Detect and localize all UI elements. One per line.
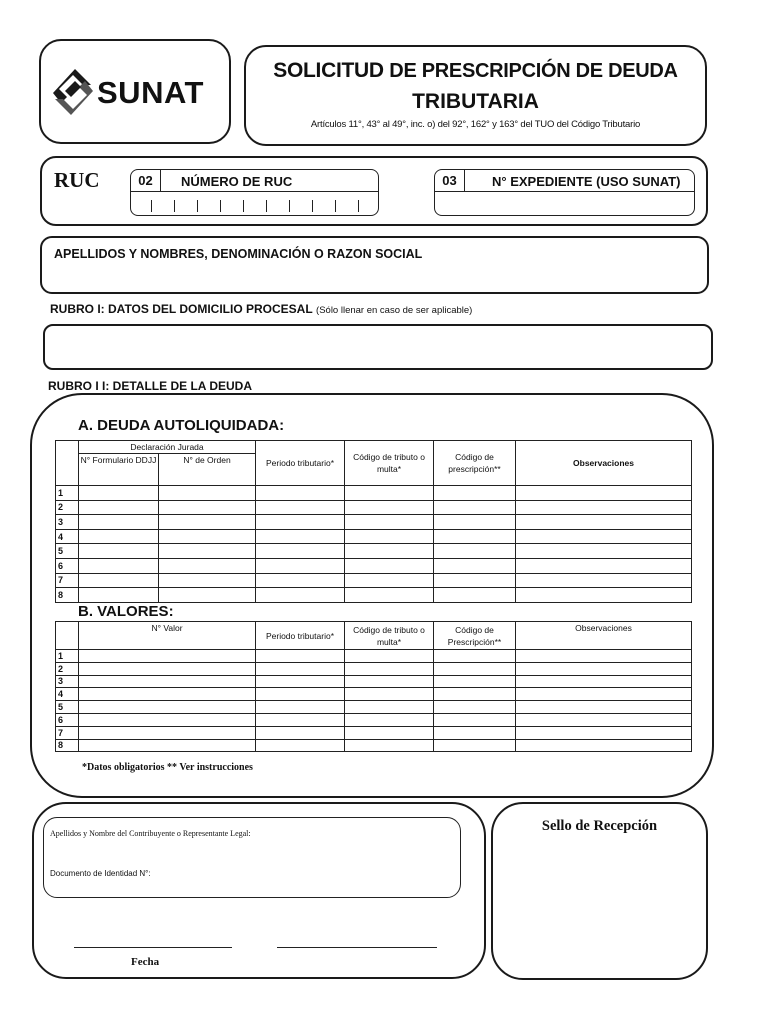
- name-field-label: APELLIDOS Y NOMBRES, DENOMINACIÓN O RAZON SOCIAL: [54, 247, 423, 261]
- row-number: 7: [56, 726, 79, 739]
- table-cell[interactable]: [434, 558, 516, 573]
- table-cell[interactable]: [159, 486, 256, 501]
- contributor-info-field[interactable]: [43, 817, 461, 898]
- table-a-body: [56, 486, 692, 603]
- table-cell[interactable]: [256, 486, 345, 501]
- table-cell[interactable]: [516, 701, 692, 714]
- table-b-col-codigo: Código de tributo o multa*: [345, 622, 434, 650]
- table-cell[interactable]: [516, 739, 692, 752]
- table-cell[interactable]: [434, 662, 516, 675]
- table-cell[interactable]: [256, 739, 345, 752]
- table-cell[interactable]: [256, 529, 345, 544]
- ruc-field-number: 02: [131, 170, 161, 192]
- form-title-line1: [246, 59, 705, 83]
- rubro2-title: RUBRO I I: DETALLE DE LA DEUDA: [48, 379, 252, 393]
- table-cell[interactable]: [434, 486, 516, 501]
- ruc-divider: [161, 191, 378, 192]
- section-a-title: A. DEUDA AUTOLIQUIDADA:: [78, 417, 285, 434]
- ruc-digit-tick: [358, 200, 359, 212]
- table-cell[interactable]: [345, 650, 434, 663]
- table-cell[interactable]: [516, 573, 692, 588]
- expediente-field-number: 03: [435, 170, 465, 192]
- table-cell[interactable]: [79, 588, 159, 603]
- table-cell[interactable]: [345, 529, 434, 544]
- table-cell[interactable]: [79, 486, 159, 501]
- date-label: Fecha: [131, 956, 160, 968]
- table-cell[interactable]: [345, 486, 434, 501]
- ruc-digit-tick: [312, 200, 313, 212]
- table-cell[interactable]: [345, 588, 434, 603]
- table-row: [56, 486, 692, 501]
- table-cell[interactable]: [434, 675, 516, 688]
- table-cell[interactable]: [516, 500, 692, 515]
- table-cell[interactable]: [516, 515, 692, 530]
- row-number: 2: [56, 662, 79, 675]
- table-a-col-periodo: Periodo tributario*: [256, 441, 345, 486]
- table-cell[interactable]: [434, 688, 516, 701]
- table-cell[interactable]: [79, 713, 256, 726]
- row-number: 7: [56, 573, 79, 588]
- table-cell[interactable]: [516, 529, 692, 544]
- table-cell[interactable]: [79, 500, 159, 515]
- table-cell[interactable]: [345, 544, 434, 559]
- table-cell[interactable]: [79, 573, 159, 588]
- table-cell[interactable]: [159, 588, 256, 603]
- brand-name: SUNAT: [97, 75, 204, 110]
- rubro1-note: (Sólo llenar en caso de ser aplicable): [316, 305, 473, 316]
- row-number: 8: [56, 588, 79, 603]
- ruc-digit-tick: [289, 200, 290, 212]
- table-cell[interactable]: [345, 688, 434, 701]
- form-title-line2: TRIBUTARIA: [412, 90, 539, 113]
- table-cell[interactable]: [345, 515, 434, 530]
- sunat-logo-icon: [53, 69, 93, 115]
- reception-seal-box: [491, 802, 708, 980]
- domicilio-field[interactable]: [43, 324, 713, 370]
- table-row: [56, 573, 692, 588]
- table-cell[interactable]: [256, 500, 345, 515]
- table-cell[interactable]: [79, 701, 256, 714]
- table-cell[interactable]: [159, 500, 256, 515]
- date-line: [74, 947, 232, 948]
- expediente-divider: [465, 191, 694, 192]
- table-row: [56, 544, 692, 559]
- table-cell[interactable]: [434, 739, 516, 752]
- table-cell[interactable]: [256, 662, 345, 675]
- row-number: 8: [56, 739, 79, 752]
- row-number: 4: [56, 529, 79, 544]
- table-a-col-orden: N° de Orden: [159, 454, 256, 486]
- table-cell[interactable]: [434, 588, 516, 603]
- table-cell[interactable]: [256, 726, 345, 739]
- table-cell[interactable]: [159, 573, 256, 588]
- table-cell[interactable]: [256, 713, 345, 726]
- table-row: [56, 739, 692, 752]
- row-number: 3: [56, 675, 79, 688]
- deuda-autoliquidada-table: [55, 440, 692, 603]
- row-number: 5: [56, 544, 79, 559]
- table-cell[interactable]: [256, 544, 345, 559]
- table-row: [56, 558, 692, 573]
- table-b-col-valor: N° Valor: [79, 622, 256, 650]
- table-a-col-codigo: Código de tributo o multa*: [345, 441, 434, 486]
- table-b-col-observaciones: Observaciones: [516, 622, 692, 650]
- row-number: 1: [56, 650, 79, 663]
- footnote: *Datos obligatorios ** Ver instrucciones: [82, 762, 253, 773]
- table-cell[interactable]: [79, 739, 256, 752]
- table-cell[interactable]: [256, 650, 345, 663]
- table-row: [56, 713, 692, 726]
- table-b-col-prescripcion: Código de Prescripción**: [434, 622, 516, 650]
- table-cell[interactable]: [434, 573, 516, 588]
- table-cell[interactable]: [516, 558, 692, 573]
- table-cell[interactable]: [79, 515, 159, 530]
- signature-box: [32, 802, 486, 979]
- table-row: [56, 588, 692, 603]
- row-number: 3: [56, 515, 79, 530]
- table-cell[interactable]: [345, 558, 434, 573]
- table-row: [56, 529, 692, 544]
- row-number: 6: [56, 558, 79, 573]
- table-row: [56, 701, 692, 714]
- table-row: [56, 688, 692, 701]
- rubro1-heading: [50, 302, 472, 316]
- table-b-col-periodo: Periodo tributario*: [256, 622, 345, 650]
- table-cell[interactable]: [345, 701, 434, 714]
- table-row: [56, 500, 692, 515]
- table-cell[interactable]: [79, 662, 256, 675]
- table-cell[interactable]: [79, 529, 159, 544]
- valores-table: [55, 621, 692, 752]
- ruc-digit-tick: [174, 200, 175, 212]
- ruc-digit-tick: [335, 200, 336, 212]
- table-cell[interactable]: [434, 500, 516, 515]
- table-cell[interactable]: [159, 529, 256, 544]
- table-a-corner: [56, 441, 79, 486]
- identity-document-label: Documento de Identidad N°:: [50, 869, 151, 878]
- table-cell[interactable]: [345, 500, 434, 515]
- table-cell[interactable]: [434, 650, 516, 663]
- table-cell[interactable]: [256, 558, 345, 573]
- table-cell[interactable]: [516, 544, 692, 559]
- ruc-digit-tick: [151, 200, 152, 212]
- table-a-group-header: Declaración Jurada: [79, 441, 256, 454]
- table-cell[interactable]: [79, 688, 256, 701]
- table-cell[interactable]: [256, 675, 345, 688]
- ruc-number-field[interactable]: [130, 169, 379, 216]
- table-cell[interactable]: [345, 713, 434, 726]
- form-subtitle: Artículos 11°, 43° al 49°, inc. o) del 92°, 162° y 163° del TUO del Código Tributario: [310, 119, 641, 130]
- table-cell[interactable]: [256, 515, 345, 530]
- table-cell[interactable]: [256, 688, 345, 701]
- form-title-solicitud: SOLICITUD: [273, 59, 384, 82]
- reception-seal-label: Sello de Recepción: [541, 818, 658, 834]
- ruc-field-title: NÚMERO DE RUC: [181, 174, 293, 189]
- form-title-rest: DE PRESCRIPCIÓN DE DEUDA: [389, 60, 678, 82]
- table-cell[interactable]: [516, 688, 692, 701]
- form-title-box: [244, 45, 707, 146]
- table-row: [56, 726, 692, 739]
- rubro1-title: RUBRO I: DATOS DEL DOMICILIO PROCESAL: [50, 302, 313, 316]
- table-cell[interactable]: [256, 588, 345, 603]
- ruc-digit-tick: [220, 200, 221, 212]
- table-row: [56, 662, 692, 675]
- table-cell[interactable]: [345, 662, 434, 675]
- row-number: 5: [56, 701, 79, 714]
- table-cell[interactable]: [79, 544, 159, 559]
- ruc-digit-tick: [266, 200, 267, 212]
- table-cell[interactable]: [345, 573, 434, 588]
- table-cell[interactable]: [256, 573, 345, 588]
- section-b-title: B. VALORES:: [78, 603, 174, 620]
- table-cell[interactable]: [79, 726, 256, 739]
- table-cell[interactable]: [345, 675, 434, 688]
- row-number: 6: [56, 713, 79, 726]
- table-cell[interactable]: [434, 515, 516, 530]
- table-cell[interactable]: [434, 544, 516, 559]
- contributor-name-label: Apellidos y Nombre del Contribuyente o Representante Legal:: [50, 829, 251, 838]
- table-cell[interactable]: [516, 675, 692, 688]
- table-cell[interactable]: [159, 558, 256, 573]
- table-cell[interactable]: [434, 529, 516, 544]
- table-cell[interactable]: [516, 486, 692, 501]
- table-cell[interactable]: [434, 701, 516, 714]
- table-a-col-prescripcion: Código de prescripción**: [434, 441, 516, 486]
- table-cell[interactable]: [434, 726, 516, 739]
- name-field[interactable]: [40, 236, 709, 294]
- table-cell[interactable]: [345, 726, 434, 739]
- table-cell[interactable]: [516, 662, 692, 675]
- ruc-digit-tick: [243, 200, 244, 212]
- ruc-digit-tick: [197, 200, 198, 212]
- signature-line: [277, 947, 437, 948]
- table-cell[interactable]: [159, 544, 256, 559]
- ruc-box: [40, 156, 708, 226]
- ruc-label: RUC: [54, 168, 100, 192]
- table-cell[interactable]: [345, 739, 434, 752]
- table-cell[interactable]: [516, 588, 692, 603]
- table-cell[interactable]: [516, 650, 692, 663]
- table-cell[interactable]: [79, 558, 159, 573]
- table-cell[interactable]: [79, 675, 256, 688]
- table-a-col-formulario: N° Formulario DDJJ: [79, 454, 159, 486]
- table-row: [56, 515, 692, 530]
- table-a-col-observaciones: Observaciones: [516, 441, 692, 486]
- row-number: 2: [56, 500, 79, 515]
- expediente-field[interactable]: [434, 169, 695, 216]
- table-row: [56, 675, 692, 688]
- table-cell[interactable]: [159, 515, 256, 530]
- table-row: [56, 650, 692, 663]
- table-cell[interactable]: [79, 650, 256, 663]
- row-number: 4: [56, 688, 79, 701]
- expediente-field-title: N° EXPEDIENTE (USO SUNAT): [492, 174, 681, 189]
- table-cell[interactable]: [256, 701, 345, 714]
- table-cell[interactable]: [516, 713, 692, 726]
- logo-box: [39, 39, 231, 144]
- table-b-body: [56, 650, 692, 752]
- table-cell[interactable]: [516, 726, 692, 739]
- row-number: 1: [56, 486, 79, 501]
- table-cell[interactable]: [434, 713, 516, 726]
- table-b-corner: [56, 622, 79, 650]
